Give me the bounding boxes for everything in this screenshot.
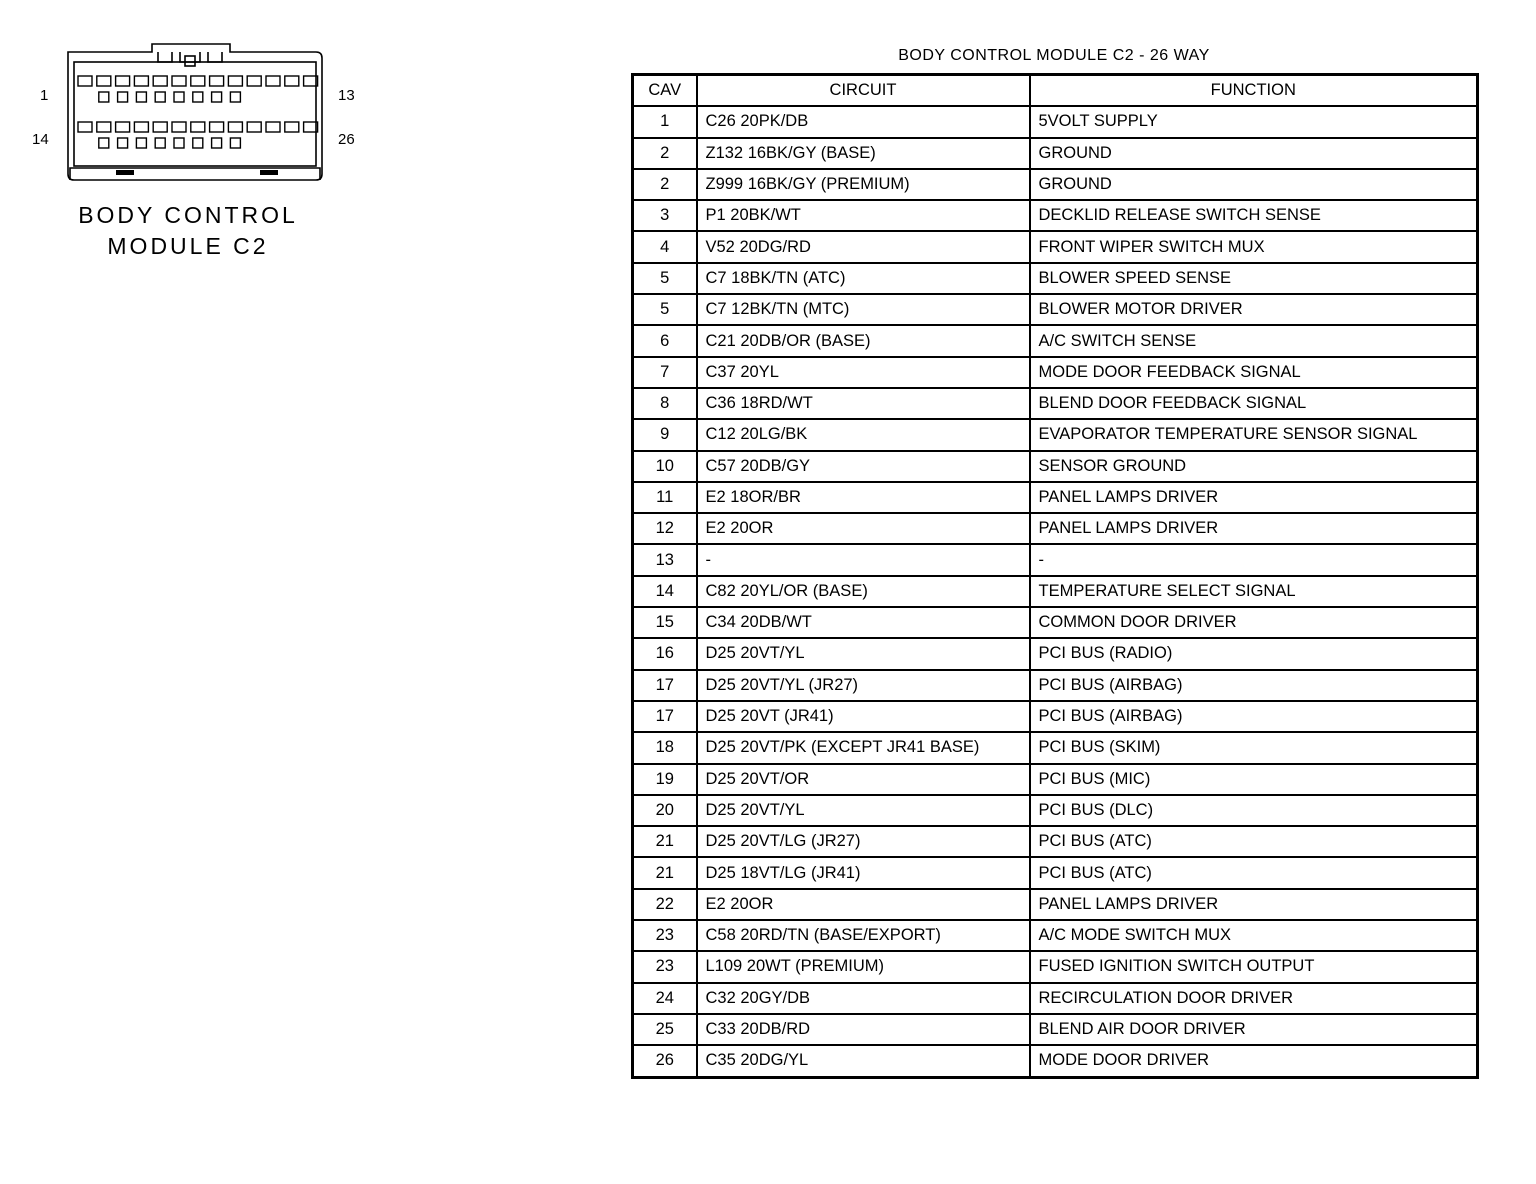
circuit-cell: E2 18OR/BR (697, 482, 1030, 513)
function-cell: PCI BUS (DLC) (1030, 795, 1478, 826)
circuit-cell: Z132 16BK/GY (BASE) (697, 138, 1030, 169)
cav-cell: 20 (633, 795, 697, 826)
pin-label-26: 26 (338, 131, 355, 148)
table-row (633, 263, 1478, 294)
connector-outline-drawing (20, 36, 340, 196)
pin-cavity (210, 122, 224, 132)
function-cell: PCI BUS (ATC) (1030, 857, 1478, 888)
table-row (633, 419, 1478, 450)
circuit-cell: C21 20DB/OR (BASE) (697, 325, 1030, 356)
pin-cavity (212, 92, 222, 102)
function-cell: A/C SWITCH SENSE (1030, 325, 1478, 356)
cav-cell: 8 (633, 388, 697, 419)
circuit-cell: D25 20VT/OR (697, 764, 1030, 795)
cav-cell: 2 (633, 169, 697, 200)
cav-cell: 9 (633, 419, 697, 450)
table-row (633, 857, 1478, 888)
cav-cell: 12 (633, 513, 697, 544)
connector-caption (20, 200, 356, 262)
function-cell: DECKLID RELEASE SWITCH SENSE (1030, 200, 1478, 231)
pin-cavity (174, 92, 184, 102)
cav-cell: 2 (633, 138, 697, 169)
cav-cell: 11 (633, 482, 697, 513)
function-cell: FRONT WIPER SWITCH MUX (1030, 231, 1478, 262)
pin-cavity (247, 76, 261, 86)
cav-cell: 16 (633, 638, 697, 669)
pin-cavity (99, 138, 109, 148)
table-row (633, 576, 1478, 607)
circuit-cell: P1 20BK/WT (697, 200, 1030, 231)
cav-cell: 17 (633, 670, 697, 701)
pin-cavity (153, 76, 167, 86)
pin-cavity (97, 76, 111, 86)
table-row (633, 951, 1478, 982)
circuit-cell: Z999 16BK/GY (PREMIUM) (697, 169, 1030, 200)
function-cell: MODE DOOR DRIVER (1030, 1045, 1478, 1077)
circuit-cell: E2 20OR (697, 513, 1030, 544)
pin-cavity (228, 122, 242, 132)
cav-cell: 25 (633, 1014, 697, 1045)
table-row (633, 638, 1478, 669)
pin-cavity (134, 76, 148, 86)
table-header-row (633, 75, 1478, 107)
pin-cavity (212, 138, 222, 148)
pin-cavity (136, 92, 146, 102)
circuit-cell: D25 20VT/YL (JR27) (697, 670, 1030, 701)
function-cell: EVAPORATOR TEMPERATURE SENSOR SIGNAL (1030, 419, 1478, 450)
function-cell: PANEL LAMPS DRIVER (1030, 889, 1478, 920)
table-row (633, 764, 1478, 795)
table-row (633, 231, 1478, 262)
function-cell: PCI BUS (AIRBAG) (1030, 670, 1478, 701)
table-row (633, 889, 1478, 920)
function-cell: PCI BUS (ATC) (1030, 826, 1478, 857)
pin-cavity (230, 92, 240, 102)
pin-cavity (193, 138, 203, 148)
caption-line-2: MODULE C2 (107, 233, 269, 259)
table-row (633, 795, 1478, 826)
circuit-cell: V52 20DG/RD (697, 231, 1030, 262)
table-row (633, 388, 1478, 419)
circuit-cell: D25 20VT/PK (EXCEPT JR41 BASE) (697, 732, 1030, 763)
pin-cavity (285, 76, 299, 86)
circuit-cell: - (697, 544, 1030, 575)
pin-cavity (285, 122, 299, 132)
function-cell: - (1030, 544, 1478, 575)
pin-label-14: 14 (32, 131, 49, 148)
caption-line-1: BODY CONTROL (78, 202, 298, 228)
function-cell: 5VOLT SUPPLY (1030, 106, 1478, 137)
function-cell: FUSED IGNITION SWITCH OUTPUT (1030, 951, 1478, 982)
cav-cell: 1 (633, 106, 697, 137)
cav-cell: 7 (633, 357, 697, 388)
circuit-cell: C57 20DB/GY (697, 451, 1030, 482)
cav-cell: 5 (633, 263, 697, 294)
circuit-cell: C37 20YL (697, 357, 1030, 388)
circuit-cell: D25 20VT/YL (697, 795, 1030, 826)
function-cell: MODE DOOR FEEDBACK SIGNAL (1030, 357, 1478, 388)
function-cell: PCI BUS (MIC) (1030, 764, 1478, 795)
table-row (633, 357, 1478, 388)
pin-cavity (174, 138, 184, 148)
table-row (633, 513, 1478, 544)
cav-cell: 26 (633, 1045, 697, 1077)
table-row (633, 138, 1478, 169)
pin-cavity (116, 76, 130, 86)
cav-cell: 15 (633, 607, 697, 638)
table-row (633, 1014, 1478, 1045)
header-circuit: CIRCUIT (697, 75, 1030, 107)
cav-cell: 23 (633, 951, 697, 982)
cav-cell: 3 (633, 200, 697, 231)
cav-cell: 5 (633, 294, 697, 325)
pinout-table (631, 73, 1479, 1079)
pin-cavity (230, 138, 240, 148)
cav-cell: 21 (633, 857, 697, 888)
circuit-cell: C35 20DG/YL (697, 1045, 1030, 1077)
function-cell: SENSOR GROUND (1030, 451, 1478, 482)
pin-cavity (153, 122, 167, 132)
circuit-cell: C7 12BK/TN (MTC) (697, 294, 1030, 325)
circuit-cell: C33 20DB/RD (697, 1014, 1030, 1045)
cav-cell: 18 (633, 732, 697, 763)
pin-cavity (97, 122, 111, 132)
pin-cavity (116, 122, 130, 132)
pin-label-13: 13 (338, 87, 355, 104)
function-cell: PANEL LAMPS DRIVER (1030, 513, 1478, 544)
pin-cavity (155, 92, 165, 102)
pin-cavity (118, 92, 128, 102)
cav-cell: 17 (633, 701, 697, 732)
function-cell: BLEND DOOR FEEDBACK SIGNAL (1030, 388, 1478, 419)
header-function: FUNCTION (1030, 75, 1478, 107)
cav-cell: 10 (633, 451, 697, 482)
table-row (633, 983, 1478, 1014)
circuit-cell: C26 20PK/DB (697, 106, 1030, 137)
function-cell: GROUND (1030, 138, 1478, 169)
function-cell: PCI BUS (RADIO) (1030, 638, 1478, 669)
cav-cell: 6 (633, 325, 697, 356)
circuit-cell: C32 20GY/DB (697, 983, 1030, 1014)
circuit-cell: D25 20VT (JR41) (697, 701, 1030, 732)
pin-cavity (134, 122, 148, 132)
table-row (633, 544, 1478, 575)
table-row (633, 169, 1478, 200)
function-cell: TEMPERATURE SELECT SIGNAL (1030, 576, 1478, 607)
function-cell: RECIRCULATION DOOR DRIVER (1030, 983, 1478, 1014)
circuit-cell: C7 18BK/TN (ATC) (697, 263, 1030, 294)
function-cell: BLEND AIR DOOR DRIVER (1030, 1014, 1478, 1045)
cav-cell: 24 (633, 983, 697, 1014)
pin-cavity (118, 138, 128, 148)
circuit-cell: C34 20DB/WT (697, 607, 1030, 638)
table-row (633, 732, 1478, 763)
function-cell: PANEL LAMPS DRIVER (1030, 482, 1478, 513)
circuit-cell: L109 20WT (PREMIUM) (697, 951, 1030, 982)
header-cav: CAV (633, 75, 697, 107)
cav-cell: 14 (633, 576, 697, 607)
table-title: BODY CONTROL MODULE C2 - 26 WAY (898, 47, 1210, 64)
function-cell: COMMON DOOR DRIVER (1030, 607, 1478, 638)
pin-cavity (266, 122, 280, 132)
table-row (633, 106, 1478, 137)
cav-cell: 23 (633, 920, 697, 951)
table-row (633, 200, 1478, 231)
table-row (633, 294, 1478, 325)
cav-cell: 13 (633, 544, 697, 575)
circuit-cell: C36 18RD/WT (697, 388, 1030, 419)
table-row (633, 1045, 1478, 1077)
function-cell: PCI BUS (AIRBAG) (1030, 701, 1478, 732)
table-row (633, 325, 1478, 356)
pin-cavity (191, 122, 205, 132)
table-row (633, 670, 1478, 701)
pin-cavity (193, 92, 203, 102)
circuit-cell: D25 20VT/LG (JR27) (697, 826, 1030, 857)
table-row (633, 482, 1478, 513)
table-row (633, 451, 1478, 482)
table-row (633, 607, 1478, 638)
table-row (633, 920, 1478, 951)
circuit-cell: C58 20RD/TN (BASE/EXPORT) (697, 920, 1030, 951)
circuit-cell: D25 20VT/YL (697, 638, 1030, 669)
cav-cell: 21 (633, 826, 697, 857)
pin-cavity (99, 92, 109, 102)
pin-cavity (172, 122, 186, 132)
cav-cell: 22 (633, 889, 697, 920)
function-cell: A/C MODE SWITCH MUX (1030, 920, 1478, 951)
table-row (633, 701, 1478, 732)
table-row (633, 826, 1478, 857)
pin-cavity (78, 76, 92, 86)
pin-label-1: 1 (40, 87, 49, 104)
circuit-cell: E2 20OR (697, 889, 1030, 920)
function-cell: BLOWER SPEED SENSE (1030, 263, 1478, 294)
pin-cavity (191, 76, 205, 86)
pin-cavity (210, 76, 224, 86)
connector-figure (20, 36, 380, 276)
circuit-cell: C12 20LG/BK (697, 419, 1030, 450)
circuit-cell: C82 20YL/OR (BASE) (697, 576, 1030, 607)
circuit-cell: D25 18VT/LG (JR41) (697, 857, 1030, 888)
cav-cell: 4 (633, 231, 697, 262)
pin-cavity (155, 138, 165, 148)
function-cell: BLOWER MOTOR DRIVER (1030, 294, 1478, 325)
pin-cavity (78, 122, 92, 132)
cav-cell: 19 (633, 764, 697, 795)
function-cell: GROUND (1030, 169, 1478, 200)
pin-cavity (172, 76, 186, 86)
pin-cavity (228, 76, 242, 86)
pin-cavity (247, 122, 261, 132)
function-cell: PCI BUS (SKIM) (1030, 732, 1478, 763)
pin-cavity (136, 138, 146, 148)
pin-cavity (266, 76, 280, 86)
